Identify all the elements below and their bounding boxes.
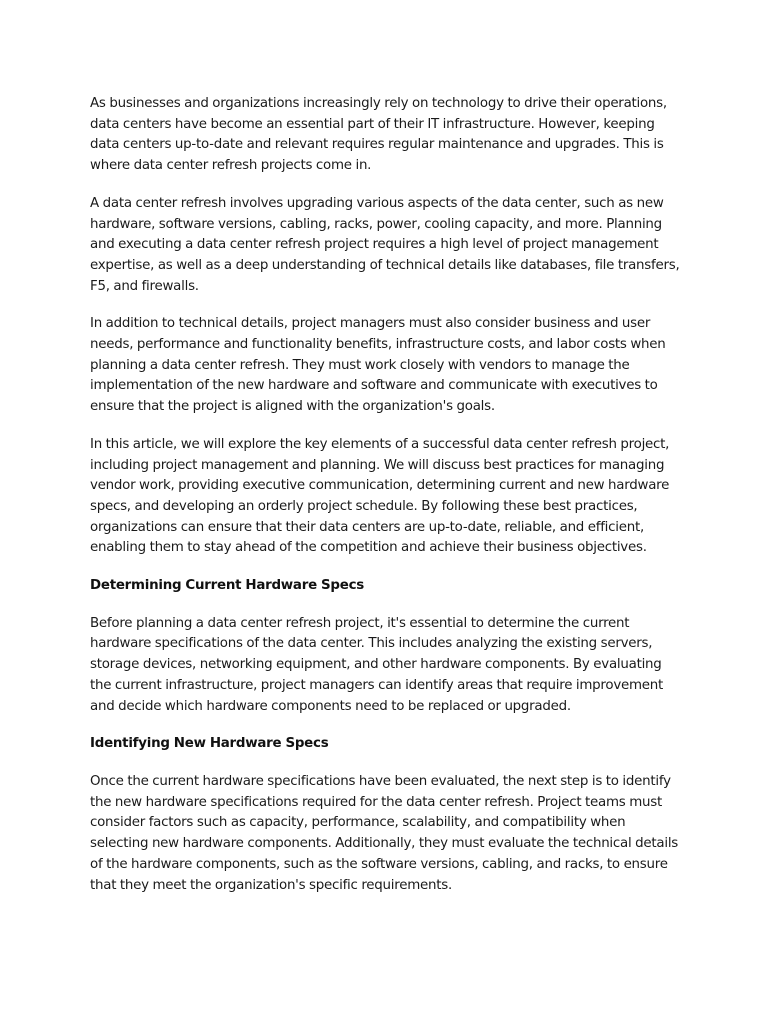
business-considerations-paragraph: In addition to technical details, project managers must also consider business and user needs, performance and functionality benefits, infrastructure costs, and labor costs when planning a data center refresh. They must work closely with vendors to manage the implementation of the new hardware and software and communicate with executives to ensure that the project is aligned with the organization's goals.: [90, 316, 666, 415]
intro-paragraph: As businesses and organizations increasingly rely on technology to drive their operations, data centers have become an essential part of their IT infrastructure. However, keeping data centers up-to-date and relevant requires regular maintenance and upgrades. This is where data center refresh projects come in.: [90, 96, 667, 174]
section-heading-current-specs: Determining Current Hardware Specs: [90, 578, 364, 594]
article-overview-paragraph: In this article, we will explore the key elements of a successful data center refresh project, including project management and planning. We will discuss best practices for managing vendor work, providing executive communication, determining current and new hardware specs, and developing an orderly project schedule. By following these best practices, organizations can ensure that their data centers are up-to-date, reliable, and efficient, enabling them to stay ahead of the competition and achieve their business objectives.: [90, 436, 670, 556]
section-body-current-specs: Before planning a data center refresh project, it's essential to determine the current hardware specifications of the data center. This includes analyzing the existing servers, storage devices, networking equipment, and other hardware components. By evaluating the current infrastructure, project managers can identify areas that require improvement and decide which hardware components need to be replaced or upgraded.: [90, 615, 663, 714]
refresh-definition-paragraph: A data center refresh involves upgrading various aspects of the data center, such as new hardware, software versions, cabling, racks, power, cooling capacity, and more. Planning and executing a data center refresh project requires a high level of project management expertise, as well as a deep understanding of technical details like databases, file transfers, F5, and firewalls.: [90, 195, 680, 294]
section-body-new-specs: Once the current hardware specifications have been evaluated, the next step is to identify the new hardware specifications required for the data center refresh. Project teams must consider factors such as capacity, performance, scalability, and compatibility when selecting new hardware components. Additionally, they must evaluate the technical details of the hardware components, such as the software versions, cabling, and racks, to ensure that they meet the organization's specific requirements.: [90, 773, 679, 893]
section-heading-new-specs: Identifying New Hardware Specs: [90, 736, 329, 752]
document-body: [90, 94, 680, 913]
